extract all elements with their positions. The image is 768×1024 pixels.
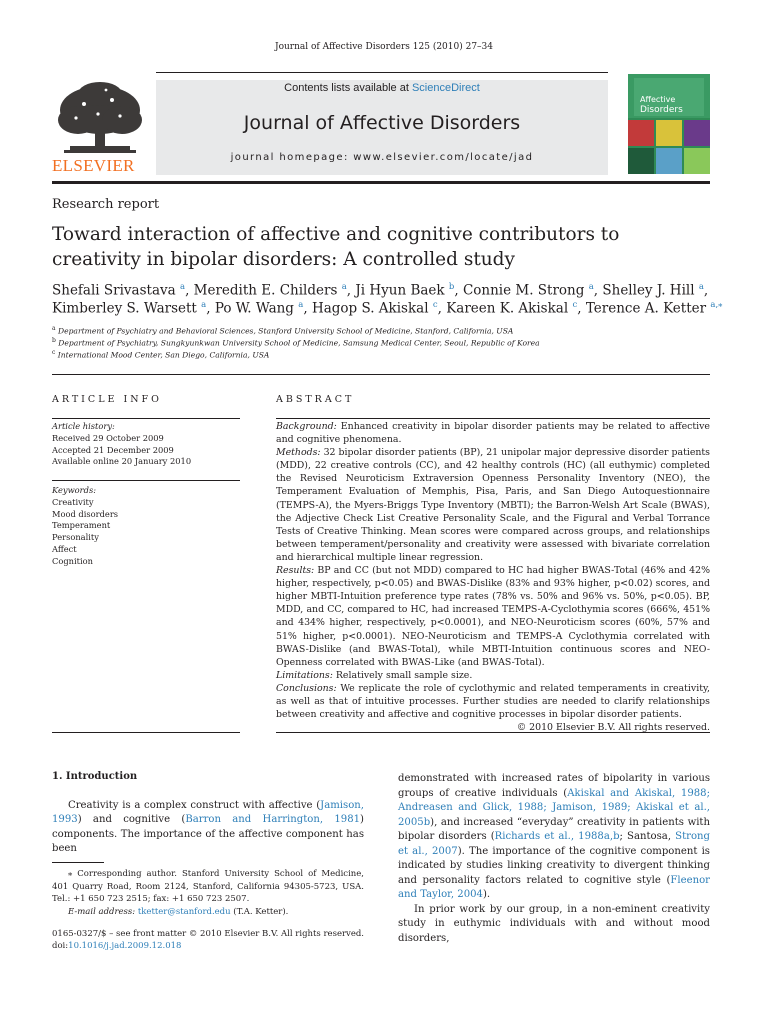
doi-prefix: doi: <box>52 941 69 951</box>
doi-link[interactable]: 10.1016/j.jad.2009.12.018 <box>68 941 182 951</box>
header-divider <box>52 374 710 375</box>
intro-right-column <box>398 772 710 946</box>
conclusions-label: Conclusions: <box>276 682 337 694</box>
author-affiliation-mark[interactable]: a <box>201 300 207 310</box>
masthead-top-rule <box>156 72 608 73</box>
history-accepted: Accepted 21 December 2009 <box>52 444 174 455</box>
email-label: E-mail address: <box>68 906 136 917</box>
keyword[interactable]: Cognition <box>52 555 93 566</box>
author-separator: , <box>593 282 603 299</box>
citation-link[interactable]: Akiskal and Akiskal, 1988; Andreasen and Glick, 1988; Jamison, 1989; Akiskal et al., 2005b <box>398 787 710 828</box>
article-info-rule <box>52 418 240 419</box>
author-affiliation-mark[interactable]: c <box>572 300 578 310</box>
cover-title-large: Disorders <box>640 105 683 115</box>
abstract-background <box>276 420 710 446</box>
limitations-label: Limitations: <box>276 669 333 681</box>
text-run: ) components. The importance of the affective component has been <box>52 814 364 854</box>
email-link[interactable]: tketter@stanford.edu <box>137 906 231 917</box>
article-info-bottom-rule <box>52 732 240 733</box>
intro-paragraph-1 <box>52 799 364 857</box>
text-run: demonstrated with increased rates of bipolarity in various groups of creative individuals ( <box>398 773 710 799</box>
author-affiliation-mark[interactable]: a <box>298 300 304 310</box>
footnote-rule <box>52 862 104 863</box>
author-name: Shefali Srivastava <box>52 282 176 299</box>
author-affiliation-mark[interactable]: a <box>341 282 347 292</box>
keywords-rule <box>52 480 240 481</box>
author-affiliation-mark[interactable]: a,⁎ <box>710 300 723 310</box>
author-name: Ji Hyun Baek <box>355 282 445 299</box>
intro-paragraph-continued <box>398 772 710 903</box>
limitations-text: Relatively small sample size. <box>332 669 473 681</box>
intro-paragraph-2: In prior work by our group, in a non-eminent creativity study in euthymic individuals with and without mood disorders, <box>398 903 710 944</box>
history-received: Received 29 October 2009 <box>52 432 164 443</box>
author-name: Kareen K. Akiskal <box>446 300 569 317</box>
author-affiliation-mark[interactable]: a <box>588 282 594 292</box>
issn-line: 0165-0327/$ – see front matter © 2010 Elsevier B.V. All rights reserved. <box>52 929 365 939</box>
author-list-line-2 <box>52 300 732 317</box>
author-affiliation-mark[interactable]: a <box>179 282 186 292</box>
affiliation-mark: b <box>52 337 56 344</box>
abstract-conclusions <box>276 682 710 721</box>
author-separator: , <box>303 300 312 317</box>
abstract-methods <box>276 446 710 564</box>
contents-prefix: Contents lists available at <box>284 82 412 94</box>
affiliation <box>52 325 712 336</box>
author-name: Hagop S. Akiskal <box>311 300 429 317</box>
citation-link[interactable]: Barron and Harrington, 1981 <box>185 814 361 825</box>
publisher-name: ELSEVIER <box>52 156 135 175</box>
text-run: ), and increased “everyday” creativity in patients with bipolar disorders ( <box>398 816 710 842</box>
keyword[interactable]: Personality <box>52 532 99 543</box>
keywords-label: Keywords: <box>52 485 97 495</box>
affiliation <box>52 337 712 348</box>
citation-link[interactable]: Strong et al., 2007 <box>398 831 710 857</box>
results-text: BP and CC (but not MDD) compared to HC had higher BWAS-Total (46% and 42% higher, respectively, p<0.05) and BWAS-Dislike (83% and 93% higher, p<0.02) scores, and higher MBTI-Intuition preference type rates (78% vs. 50% and 96% vs. 50%, p<0.05). BP, MDD, and CC, compared to HC, had increased TEMPS-A-Cyclothymia scores (666%, 451% and 434% higher, respectively, p<0.0001), and NEO-Neuroticism scores (60%, 57% and 51% higher, p<0.0001). NEO-Neuroticism and TEMPS-A Cyclothymia correlated with BWAS-Dislike (and BWAS-Total), while MBTI-Intuition continuous scores and NEO-Openness correlated with BWAS-Like (and BWAS-Total). <box>276 565 710 668</box>
background-text: Enhanced creativity in bipolar disorder patients may be related to affective and cognitive phenomena. <box>276 421 710 446</box>
results-label: Results: <box>276 565 315 577</box>
citation-link[interactable]: Fleenor and Taylor, 2004 <box>398 874 710 900</box>
author-name: Connie M. Strong <box>462 282 585 299</box>
affiliation-text: Department of Psychiatry and Behavioral Sciences, Stanford University School of Medicine, Stanford, California, USA <box>55 326 514 336</box>
intro-left-column <box>52 770 364 857</box>
abstract-bottom-rule <box>276 732 710 733</box>
author-name: Kimberley S. Warsett <box>52 300 197 317</box>
author-affiliation-mark[interactable]: c <box>432 300 438 310</box>
author-affiliation-mark[interactable]: a <box>698 282 704 292</box>
text-run: ) and cognitive ( <box>77 814 186 825</box>
author-name: Po W. Wang <box>214 300 294 317</box>
journal-citation: Journal of Affective Disorders 125 (2010) 27–34 <box>274 42 494 52</box>
cover-title-small: Affective <box>640 95 676 104</box>
author-separator: , <box>185 282 194 299</box>
author-separator: , <box>454 282 463 299</box>
text-run: Creativity is a complex construct with affective ( <box>68 799 321 811</box>
doi-line <box>52 940 382 953</box>
article-title: Toward interaction of affective and cognitive contributors to creativity in bipolar disorders: A controlled study <box>52 224 620 270</box>
keyword[interactable]: Mood disorders <box>52 508 119 519</box>
author-list-line-1 <box>52 282 732 299</box>
author-separator: , <box>577 300 586 317</box>
affiliation-mark: a <box>52 325 56 332</box>
keyword[interactable]: Temperament <box>52 520 111 531</box>
affiliation-mark: c <box>52 349 56 356</box>
keywords <box>52 485 242 568</box>
contents-availability <box>156 82 608 94</box>
footnote-email-line <box>52 906 364 919</box>
affiliation <box>52 349 712 360</box>
sciencedirect-link[interactable]: ScienceDirect <box>411 82 480 94</box>
author-separator: , <box>206 300 215 317</box>
text-run: ). The importance of the cognitive component is indicated by studies linking creativity to divergent thinking and personality factors related to cognitive style ( <box>398 845 710 886</box>
author-affiliation-mark[interactable]: b <box>448 282 455 292</box>
article-history-label: Article history: <box>52 421 115 431</box>
author-separator: , <box>437 300 447 317</box>
conclusions-text: We replicate the role of cyclothymic and related temperaments in creativity, as well as that of intuitive processes. Further studies are needed to clarify relationships between creativity and affective and cognitive processes in bipolar disorder patients. <box>276 682 710 721</box>
text-run: ). <box>482 889 491 900</box>
keyword[interactable]: Affect <box>52 543 77 554</box>
footnote-text: ⁎ Corresponding author. Stanford University School of Medicine, 401 Quarry Road, Room 2124, Stanford, California 94305-5723, USA. Tel.: +1 650 723 2515; fax: +1 650 723 2507. <box>52 869 364 905</box>
masthead-thick-rule <box>52 181 710 184</box>
background-label: Background: <box>276 421 337 432</box>
affiliation-text: Department of Psychiatry, Sungkyunkwan University School of Medicine, Samsung Medical Center, Seoul, Republic of Korea <box>55 338 540 348</box>
journal-homepage[interactable]: journal homepage: www.elsevier.com/locate/jad <box>230 152 534 163</box>
methods-label: Methods: <box>276 447 321 459</box>
author-name: Meredith E. Childers <box>193 282 338 299</box>
author-name: Terence A. Ketter <box>585 300 707 317</box>
abstract-copyright: © 2010 Elsevier B.V. All rights reserved. <box>516 722 710 734</box>
abstract-limitations <box>276 669 710 682</box>
article-type: Research report <box>52 197 160 212</box>
methods-text: 32 bipolar disorder patients (BP), 21 unipolar major depressive disorder patients (MDD), 22 creative controls (CC), and 42 healthy controls (HC) (all euthymic) completed the Revised Neuroticism Extraversion Openness Personality Inventory (NEO), the Temperament Evaluation of Memphis, Pisa, Paris, and San Diego Autoquestionnaire (TEMPS-A), the Myers-Briggs Type Inventory (MBTI); the Barron-Welsh Art Scale (BWAS), the Adjective Check List Creative Personality Scale, and the Figural and Verbal Torrance Tests of Creative Thinking. Mean scores were compared across groups, and relationships between temperament/personality and creativity were assessed with bivariate correlation and hierarchical multiple linear regression. <box>276 447 710 563</box>
history-online: Available online 20 January 2010 <box>52 456 192 467</box>
abstract-results <box>276 564 710 669</box>
author-name: Shelley J. Hill <box>602 282 695 299</box>
journal-name: Journal of Affective Disorders <box>243 112 521 134</box>
journal-cover-image <box>628 74 710 174</box>
keyword[interactable]: Creativity <box>52 496 94 507</box>
affiliation-text: International Mood Center, San Diego, California, USA <box>55 350 270 360</box>
email-suffix: (T.A. Ketter). <box>230 906 289 917</box>
corresponding-author-footnote <box>52 868 364 918</box>
author-separator: , <box>346 282 356 299</box>
citation-link[interactable]: Richards et al., 1988a,b <box>494 831 620 842</box>
text-run: ; Santosa, <box>619 831 676 842</box>
author-separator: , <box>703 282 709 299</box>
abstract-heading: ABSTRACT <box>276 394 355 405</box>
article-info-heading: ARTICLE INFO <box>52 394 162 405</box>
abstract-top-rule <box>276 418 710 419</box>
abstract-body <box>276 420 710 734</box>
article-history <box>52 421 242 468</box>
citation-link[interactable]: Jamison, 1993 <box>52 799 364 825</box>
intro-heading: 1. Introduction <box>52 771 138 782</box>
